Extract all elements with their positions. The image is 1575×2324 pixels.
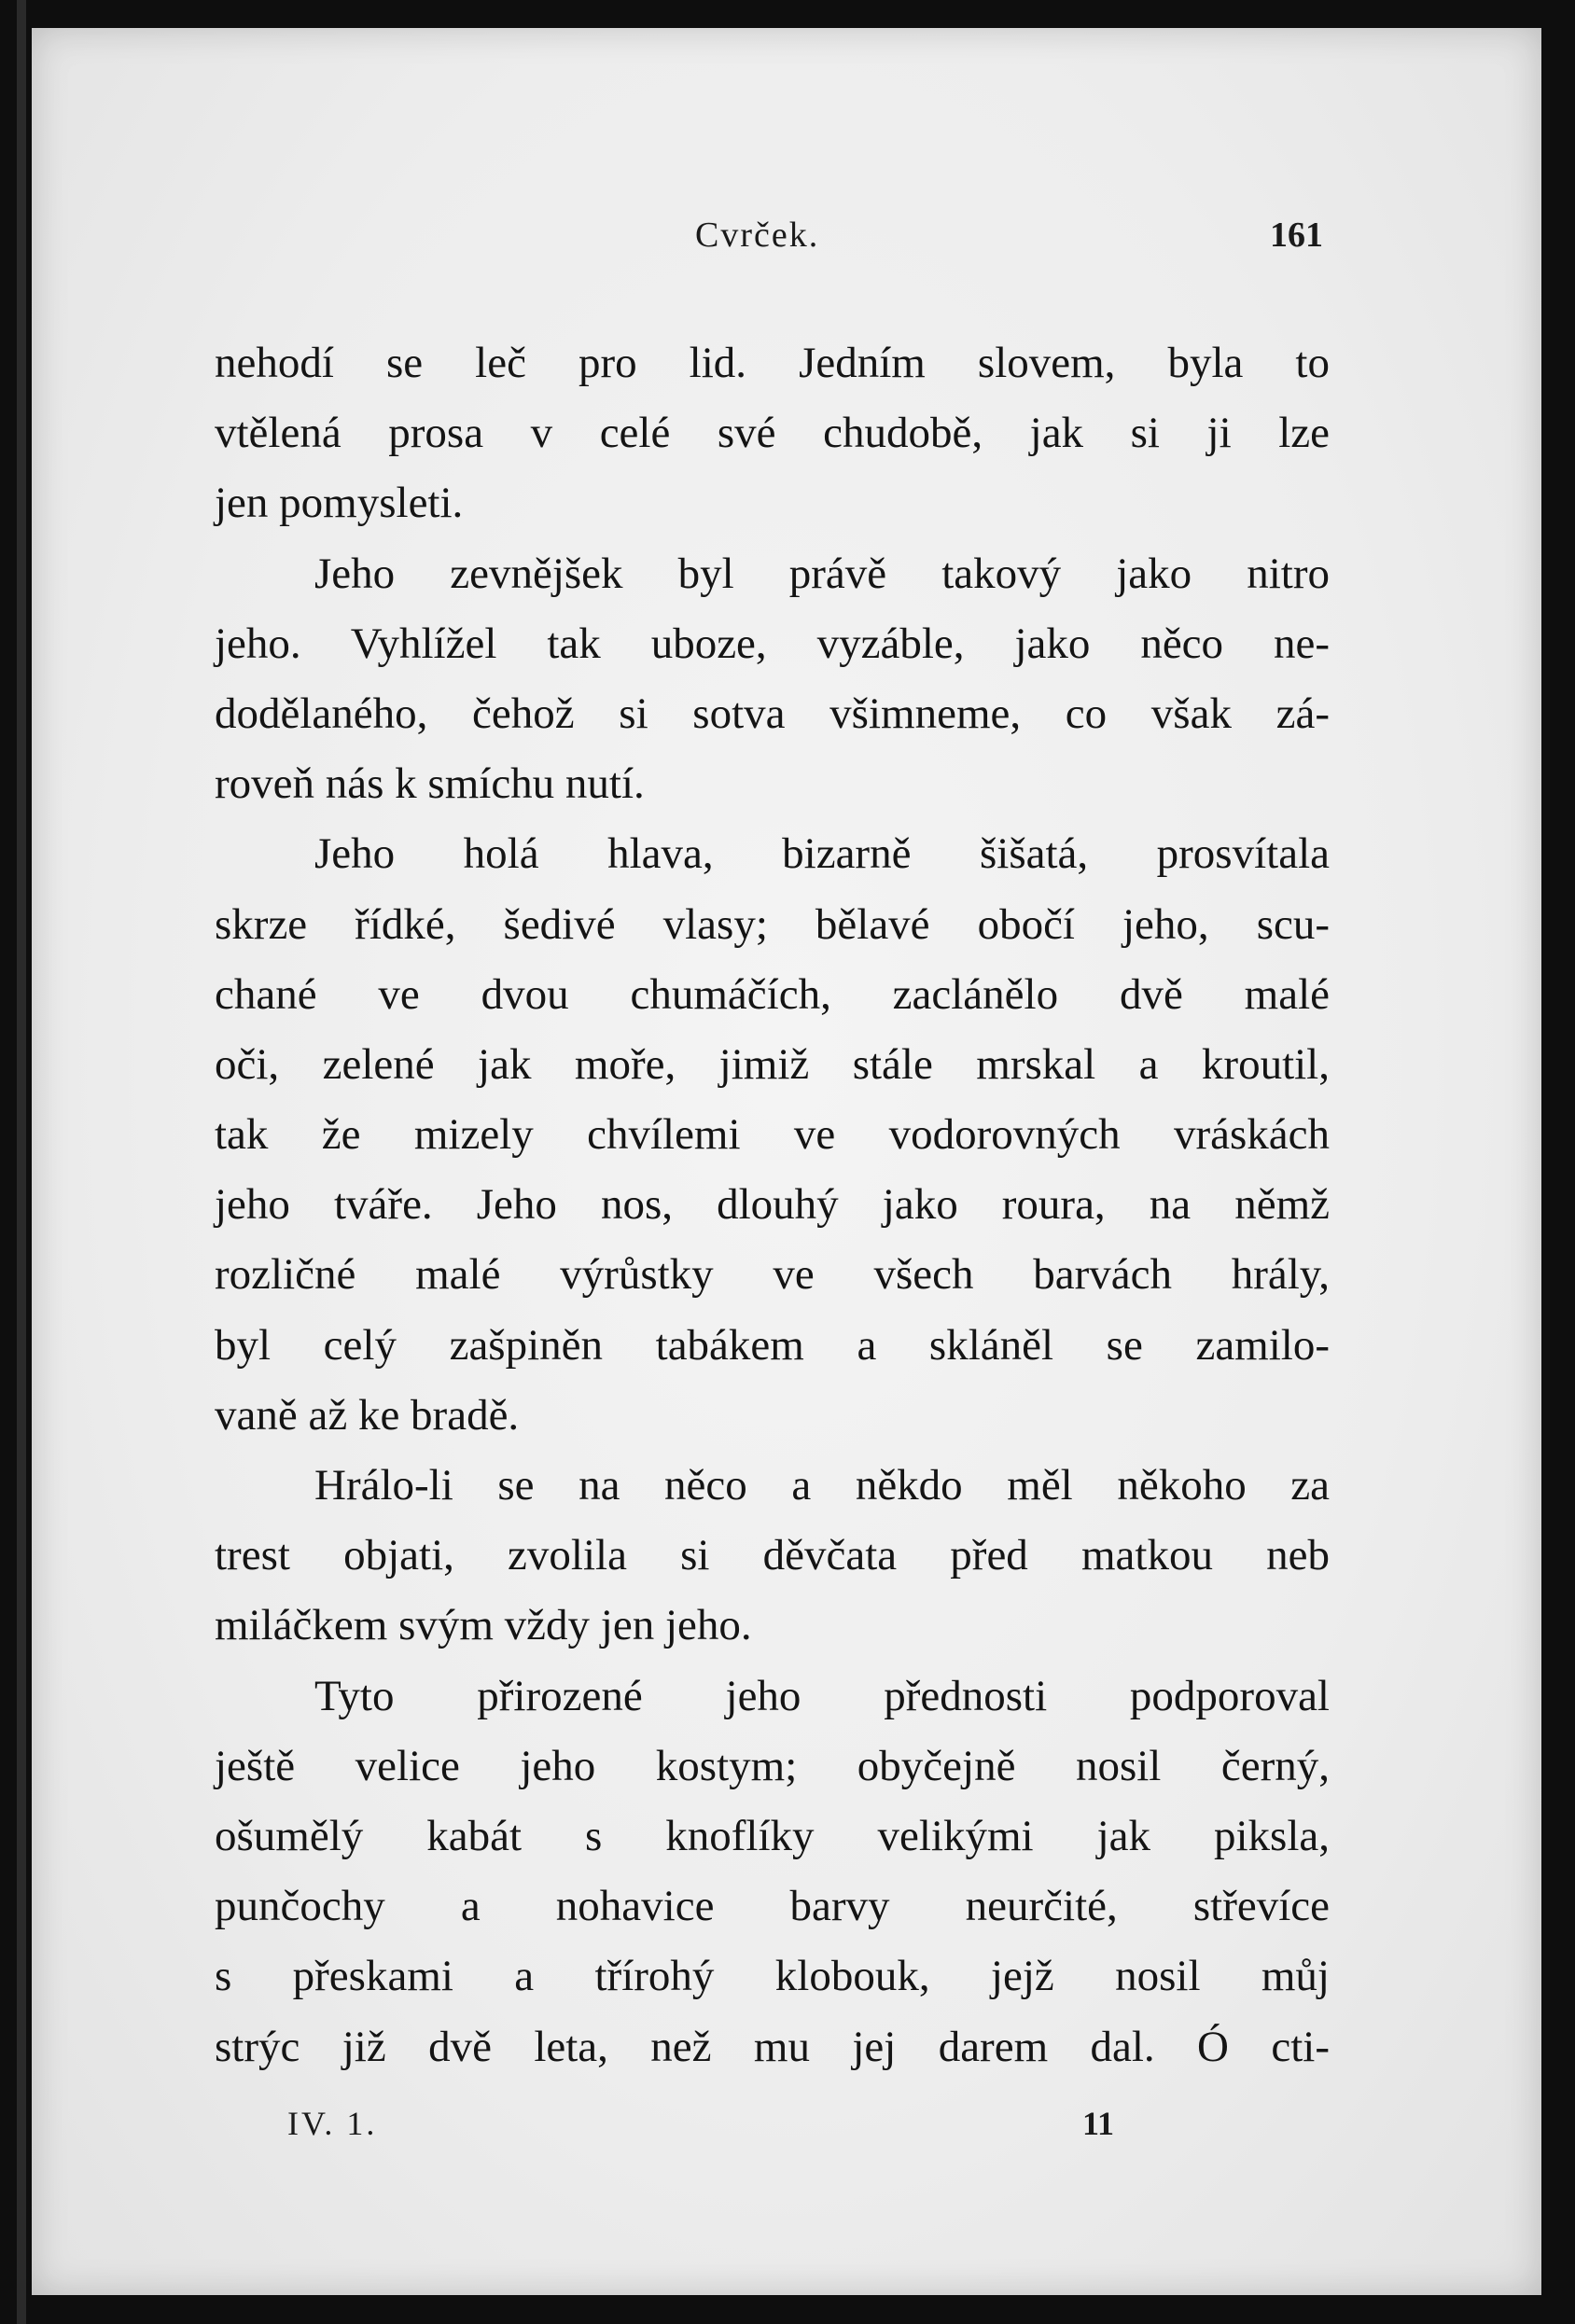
page-footer: [0, 2104, 1575, 2160]
signature-mark: IV. 1.: [287, 2105, 378, 2142]
text-line: trest objati, zvolila si děvčata před matkou neb: [215, 1531, 1330, 1580]
text-line: punčochy a nohavice barvy neurčité, střevíce: [215, 1882, 1330, 1931]
text-line: ještě velice jeho kostym; obyčejně nosil černý,: [215, 1741, 1330, 1790]
text-line: ošumělý kabát s knoflíky velikými jak piksla,: [215, 1811, 1330, 1860]
page-number: 161: [1270, 216, 1323, 255]
text-line: s přeskami a třírohý klobouk, jejž nosil můj: [215, 1952, 1330, 2001]
body-text: [215, 328, 1330, 2082]
running-title: Cvrček.: [695, 216, 820, 255]
text-line: Jeho holá hlava, bizarně šišatá, prosvítala: [314, 829, 1330, 879]
text-line: skrze řídké, šedivé vlasy; bělavé obočí jeho, scu-: [215, 899, 1330, 949]
text-line: rozličné malé výrůstky ve všech barvách hrály,: [215, 1250, 1330, 1300]
text-line: Tyto přirozené jeho přednosti podporoval: [314, 1671, 1330, 1720]
text-line: strýc již dvě leta, než mu jej darem dal. Ó cti-: [215, 2022, 1330, 2071]
text-line: dodělaného, čehož si sotva všimneme, co však zá-: [215, 689, 1330, 738]
binding-edge: [17, 0, 26, 2324]
text-line: vtělená prosa v celé své chudobě, jak si ji lze: [215, 409, 1330, 458]
text-line: Jeho zevnějšek byl právě takový jako nitro: [314, 549, 1330, 598]
text-line: jeho. Vyhlížel tak uboze, vyzáble, jako něco ne-: [215, 619, 1330, 668]
text-line: chané ve dvou chumáčích, zaclánělo dvě malé: [215, 969, 1330, 1019]
text-line: oči, zelené jak moře, jimiž stále mrskal a kroutil,: [215, 1039, 1330, 1089]
text-line: miláčkem svým vždy jen jeho.: [215, 1601, 752, 1650]
text-line: roveň nás k smíchu nutí.: [215, 759, 645, 809]
text-line: vaně až ke bradě.: [215, 1390, 520, 1440]
text-line: tak že mizely chvílemi ve vodorovných vráskách: [215, 1110, 1330, 1160]
text-line: nehodí se leč pro lid. Jedním slovem, byla to: [215, 339, 1330, 387]
text-line: jeho tváře. Jeho nos, dlouhý jako roura, na němž: [215, 1180, 1330, 1230]
text-line: Hrálo-li se na něco a někdo měl někoho za: [314, 1461, 1330, 1510]
running-head: [0, 215, 1575, 271]
sheet-number: 11: [1082, 2105, 1115, 2142]
text-line: byl celý zašpiněn tabákem a skláněl se zamilo-: [215, 1320, 1330, 1370]
text-line: jen pomysleti.: [215, 479, 464, 528]
